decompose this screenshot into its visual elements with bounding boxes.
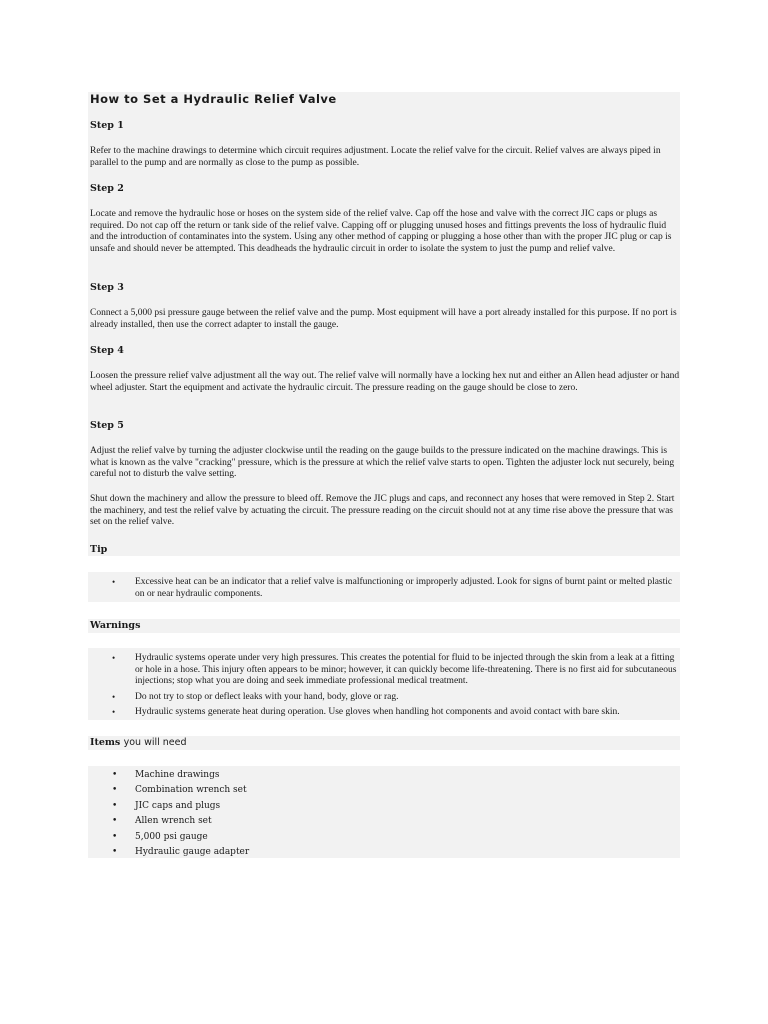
items-heading-rest: you will need xyxy=(123,737,187,748)
tip-item-text: Excessive heat can be an indicator that a relief valve is malfunctioning or improperly adjusted. Look for signs of burnt paint or melted plastic on or near hydraulic components. xyxy=(135,577,673,599)
step-5-text-continued: Shut down the machinery and allow the pressure to bleed off. Remove the JIC plugs and caps, and reconnect any hoses that were removed in Step 2. Start the machinery, and test the relief valve by actuating the circuit. The pressure reading on the circuit should not at any time rise above the pressure that was set on the relief valve. xyxy=(90,494,675,528)
bullet-icon: • xyxy=(112,846,118,857)
bullet-icon: • xyxy=(112,831,118,842)
list-item xyxy=(88,785,680,797)
page-title: How to Set a Hydraulic Relief Valve xyxy=(90,92,337,106)
step-2-text: Locate and remove the hydraulic hose or hoses on the system side of the relief valve. Cap off the hose and valve with the correct JIC caps or plugs as required. Do not cap off the return or tank side of the relief valve. Capping off or plugging unused hoses and fittings prevents the loss of hydraulic fluid and the introduction of contaminates into the system. Using any other method of capping or plugging a hose other than with the proper JIC plug or cap is unsafe and should never be attempted. This deadheads the hydraulic circuit in order to isolate the system to just the pump and relief valve. xyxy=(90,209,672,254)
item-text: Machine drawings xyxy=(135,770,220,780)
warning-item-text: Hydraulic systems generate heat during operation. Use gloves when handling hot components and avoid contact with bare skin. xyxy=(135,707,620,718)
step-5-label: Step 5 xyxy=(90,420,124,431)
bullet-icon: • xyxy=(112,785,118,796)
warning-item-text: Hydraulic systems operate under very high pressures. This creates the potential for fluid to be injected through the skin from a leak at a fitting or hole in a hose. This injury often appears to be minor; however, it can quickly become life-threatening. There is no first aid for subcutaneous injections; stop what you are doing and seek immediate professional medical treatment. xyxy=(135,653,677,687)
bullet-icon: • xyxy=(112,577,116,587)
list-item xyxy=(88,816,680,828)
bullet-icon: • xyxy=(112,691,116,702)
bullet-icon: • xyxy=(112,653,116,663)
bullet-icon: • xyxy=(112,770,118,780)
warning-item xyxy=(88,707,680,719)
step-1-label: Step 1 xyxy=(90,120,124,131)
warnings-list-box xyxy=(88,648,680,720)
tip-item xyxy=(88,577,680,600)
step-5-text: Adjust the relief valve by turning the adjuster clockwise until the reading on the gauge builds to the pressure indicated on the machine drawings. This is what is known as the valve "cracking" pressure, which is the pressure at which the relief valve starts to open. Tighten the adjuster lock nut securely, being careful not to disturb the valve setting. xyxy=(90,446,675,480)
bullet-icon: • xyxy=(112,707,116,718)
list-item xyxy=(88,770,680,782)
warnings-heading: Warnings xyxy=(90,620,141,631)
step-4-label: Step 4 xyxy=(90,345,124,356)
step-3-text: Connect a 5,000 psi pressure gauge between the relief valve and the pump. Most equipment will have a port already installed for this purpose. If no port is already installed, then use the correct adapter to install the gauge. xyxy=(90,308,677,330)
step-4-text: Loosen the pressure relief valve adjustment all the way out. The relief valve will normally have a locking hex nut and either an Allen head adjuster or hand wheel adjuster. Start the equipment and activate the hydraulic circuit. The pressure reading on the gauge should be close to zero. xyxy=(90,371,680,393)
list-item xyxy=(88,801,680,813)
step-3-label: Step 3 xyxy=(90,282,124,293)
tip-heading: Tip xyxy=(90,544,108,555)
items-heading xyxy=(90,737,187,748)
items-list-box xyxy=(88,766,680,858)
item-text: JIC caps and plugs xyxy=(135,800,221,811)
item-text: Combination wrench set xyxy=(135,785,247,796)
item-text: Hydraulic gauge adapter xyxy=(135,846,250,857)
item-text: Allen wrench set xyxy=(135,816,212,827)
bullet-icon: • xyxy=(112,816,118,827)
list-item xyxy=(88,847,680,859)
warnings-heading-bar xyxy=(88,619,680,633)
step-1-text: Refer to the machine drawings to determine which circuit requires adjustment. Locate the relief valve for the circuit. Relief valves are always piped in parallel to the pump and are normally as close to the pump as possible. xyxy=(90,146,661,168)
bullet-icon: • xyxy=(112,800,118,811)
tip-list-box xyxy=(88,572,680,602)
warning-item-text: Do not try to stop or deflect leaks with your hand, body, glove or rag. xyxy=(135,691,399,702)
items-heading-word: Items xyxy=(90,737,121,748)
step-2-label: Step 2 xyxy=(90,183,124,194)
list-item xyxy=(88,832,680,844)
warning-item xyxy=(88,692,680,704)
warning-item xyxy=(88,653,680,688)
item-text: 5,000 psi gauge xyxy=(135,831,208,842)
